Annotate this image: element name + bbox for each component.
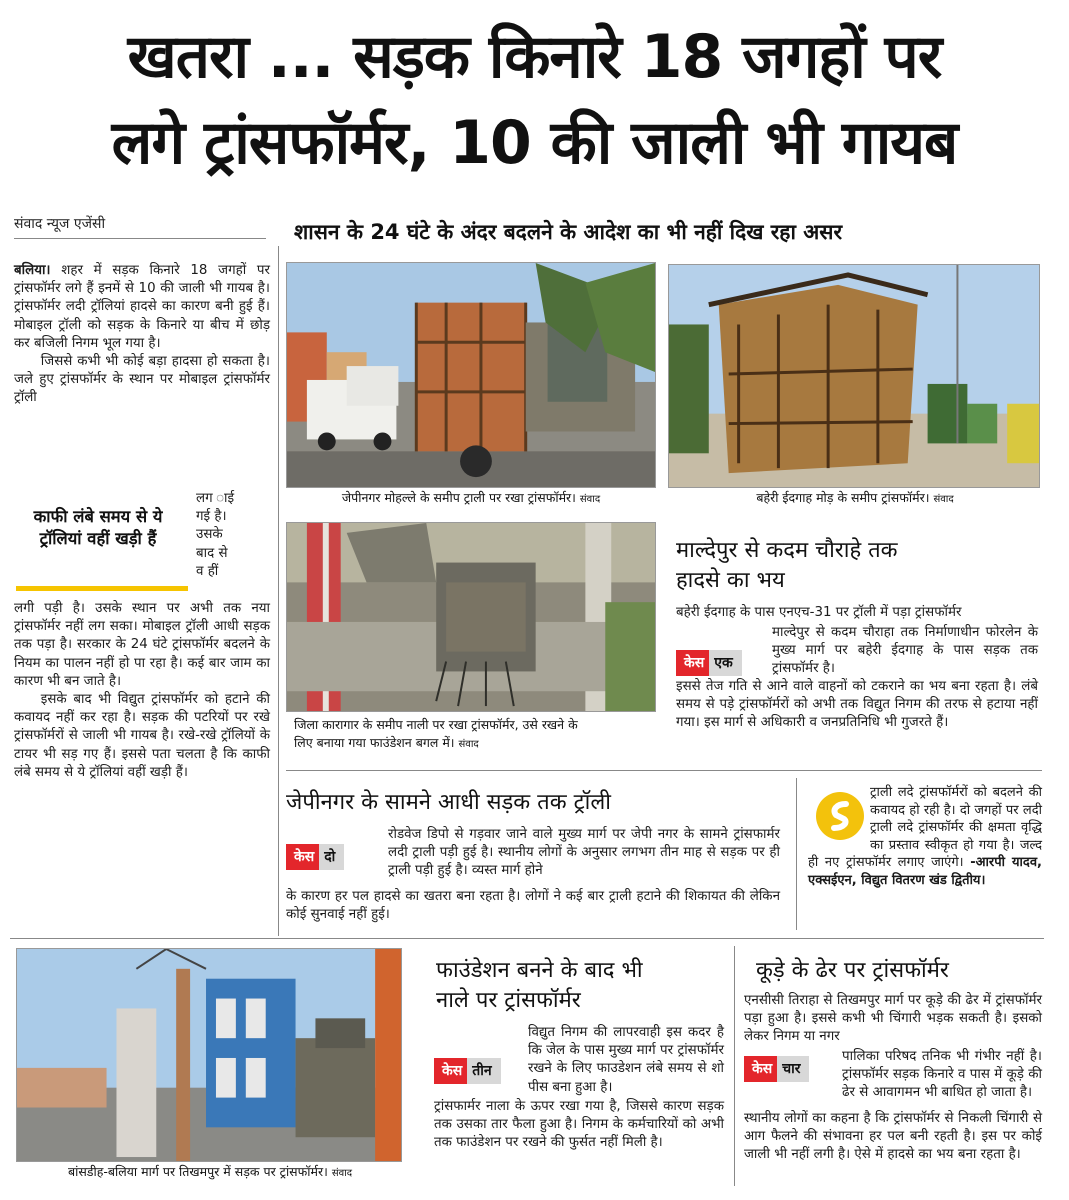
- wrap-line: गई है।: [196, 509, 227, 525]
- case3-wrap: विद्युत निगम की लापरवाही इस कदर है कि जेल के पास मुख्य मार्ग पर ट्रांसफॉर्मर रखने के लिए फाउडेशन लंबे समय से शो पीस बना हुआ है।: [528, 1025, 724, 1095]
- case-badge-number: चार: [777, 1056, 809, 1082]
- case4-badge: [744, 1056, 809, 1082]
- main-story-p4: इसके बाद भी विद्युत ट्रांसफॉर्मर को हटाने की कवायद नहीं कर रहा है। सड़क की पटरियों पर रखे ट्रांसफॉर्मरों से जाली भी गायब है। रखे-रखे ट्रॉलियों के टायर भी सड़ गए हैं। इससे पता चलता है कि काफी लंबे समय से ये ट्रॉलियां वहीं खड़ी हैं।: [14, 692, 270, 780]
- case2-rest: के कारण हर पल हादसे का खतरा बना रहता है। लोगों ने कई बार ट्राली हटाने की शिकायत की लेकिन कोई सुनवाई नहीं हुई।: [286, 889, 780, 923]
- agency-byline: संवाद न्यूज एजेंसी: [14, 216, 106, 232]
- official-quote-attribution: -आरपी यादव, एक्सईएन, विद्युत वितरण खंड द्वितीय।: [808, 855, 1042, 888]
- case3-rest: ट्रांसफार्मर नाला के ऊपर रखा गया है, जिससे कारण सड़क तक उसका तार फैला हुआ है। निगम के कर्मचारियों को अभी तक फाउंडेशन पर रखने की फुर्सत नहीं मिली है।: [434, 1099, 724, 1151]
- case2-badge: [286, 844, 344, 870]
- case1-lead: बहेरी ईदगाह के पास एनएच-31 पर ट्रॉली में पड़ा ट्रांसफॉर्मर: [676, 605, 962, 620]
- photo-2-credit: संवाद: [933, 494, 954, 505]
- photo-3-caption-box: [294, 716, 656, 754]
- subheadline: शासन के 24 घंटे के अंदर बदलने के आदेश का भी नहीं दिख रहा असर: [294, 220, 843, 244]
- pull-quote: काफी लंबे समय से ये ट्रॉलियां वहीं खड़ी हैं: [33, 507, 163, 548]
- main-story-bottom: [14, 600, 270, 782]
- photo-beheri-idgah: [668, 264, 1040, 488]
- photo-3-credit: संवाद: [458, 739, 479, 750]
- photo-2-caption: बहेरी ईदगाह मोड़ के समीप ट्रांसफॉर्मर।: [756, 490, 930, 505]
- pull-quote-accent-bar: [16, 586, 188, 591]
- photo-4-credit: संवाद: [331, 1168, 353, 1179]
- photo-jail-drain: [286, 522, 656, 712]
- case1-heading-line-2: हादसे का भय: [676, 568, 785, 593]
- official-quote: [808, 784, 1042, 889]
- photo-4-caption: बांसडीह-बलिया मार्ग पर तिखमपुर में सड़क पर ट्रांसफॉर्मर।: [67, 1164, 328, 1179]
- wrap-line: उसके: [196, 527, 223, 543]
- case1-rest: इससे तेज गति से आने वाले वाहनों को टकराने का भय बना रहता है। लंबे समय से पड़े ट्रांसफॉर्मरों को अभी तक विद्युत निगम की तरफ से हटाया नहीं गया। इस मार्ग से अधिकारी व जनप्रतिनिधि भी गुजरते हैं।: [676, 679, 1038, 731]
- quote-logo-float: [808, 784, 870, 840]
- main-story-wrap: [196, 490, 270, 581]
- case3-heading-line-2: नाले पर ट्रांसफॉर्मर: [436, 988, 581, 1013]
- case-badge-label: केस: [434, 1058, 467, 1084]
- case-badge-label: केस: [286, 844, 319, 870]
- case-badge-number: तीन: [467, 1058, 500, 1084]
- wrap-line: बाद से: [196, 545, 228, 561]
- photo-3-caption-line-1: जिला कारागार के समीप नाली पर रखा ट्रांसफॉर्मर, उसे रखने के: [294, 717, 578, 732]
- case3-divider: [734, 946, 735, 1186]
- headline-line-1: खतरा ... सड़क किनारे 18 जगहों पर: [127, 22, 942, 92]
- main-story-top: [14, 262, 270, 408]
- bottom-section-rule: [10, 938, 1044, 939]
- main-story-p2: जिससे कभी भी कोई बड़ा हादसा हो सकता है। जले हुए ट्रांसफॉर्मर के स्थान पर मोबाइल ट्रांसफॉर्मर ट्रॉली: [14, 354, 270, 406]
- headline-line-2: लगे ट्रांसफॉर्मर, 10 की जाली भी गायब: [111, 108, 958, 178]
- photo-1-caption-box: [296, 488, 646, 510]
- photo-jpnagar-trolley: [286, 262, 656, 488]
- photo-1-caption: जेपीनगर मोहल्ले के समीप ट्राली पर रखा ट्रांसफॉर्मर।: [341, 490, 576, 505]
- photo-2-caption-box: [680, 488, 1030, 510]
- column-divider: [278, 246, 279, 936]
- dateline: बलिया।: [14, 263, 51, 278]
- official-quote-text: ट्राली लदे ट्रांसफॉर्मरों को बदलने की कवायद हो रही है। दो जगहों पर लदी ट्राली लदे ट्रांसफॉर्मर की क्षमता वृद्धि का प्रस्ताव स्वीकृत हो गया है। जल्द ही नए ट्रांसफॉर्मर लगाए जाएंगे।: [808, 785, 1042, 870]
- case1-badge: [676, 650, 742, 676]
- case-badge-number: एक: [709, 650, 742, 676]
- wrap-line: व हीं: [196, 563, 219, 579]
- photo-3-caption-line-2: लिए बनाया गया फाउंडेशन बगल में।: [294, 735, 455, 750]
- case4-heading: कूड़े के ढेर पर ट्रांसफॉर्मर: [756, 958, 949, 983]
- main-story-p3: लगी पड़ी है। उसके स्थान पर अभी तक नया ट्रांसफॉर्मर नहीं लग सका। मोबाइल ट्रॉली आधी सड़क तक पड़ा है। सरकार के 24 घंटे ट्रांसफॉर्मर बदलने के नियम का पालन नहीं हो पा रहा है। कई बार जाम का कारण भी बन जाते है।: [14, 601, 270, 689]
- photo-4-caption-box: [22, 1162, 398, 1184]
- case3-badge: [434, 1058, 501, 1084]
- case-badge-label: केस: [744, 1056, 777, 1082]
- case2-heading: जेपीनगर के सामने आधी सड़क तक ट्रॉली: [286, 790, 611, 815]
- case-badge-label: केस: [676, 650, 709, 676]
- quote-divider: [796, 778, 797, 930]
- case4-rest: स्थानीय लोगों का कहना है कि ट्रांसफॉर्मर से निकली चिंगारी से आग फैलने की संभावना हर पल बनी रहती है। इस पर कोई जाली भी नहीं लगी है। ऐसे में हादसे का भय बना रहता है।: [744, 1111, 1042, 1163]
- main-story-p1: शहर में सड़क किनारे 18 जगहों पर ट्रांसफॉर्मर लगे हैं इनमें से 10 की जाली भी गायब है। ट्रांसफॉर्मर लदी ट्रॉलियां हादसे का कारण बनी हुई हैं। मोबाइल ट्रॉली को सड़क के किनारे या बीच में छोड़ कर बजिली निगम भूल गया है।: [14, 263, 270, 351]
- case4-wrap: पालिका परिषद तनिक भी गंभीर नहीं है। ट्रांसफॉर्मर सड़क किनारे व पास में कूड़े की ढेर से आवागमन भी बाधित हो जाता है।: [842, 1049, 1042, 1101]
- case-badge-number: दो: [319, 844, 344, 870]
- case2-wrap: रोडवेज डिपो से गड़वार जाने वाले मुख्य मार्ग पर जेपी नगर के सामने ट्रांसफार्मर लदी ट्राली पड़ी हुई है। स्थानीय लोगों के अनुसार लगभग तीन माह से सड़क पर ही ट्राली पड़ी हुई है। व्यस्त मार्ग होने: [388, 827, 780, 879]
- case1-heading-line-1: माल्देपुर से कदम चौराहे तक: [676, 538, 898, 563]
- photo-tikhampur: [16, 948, 402, 1162]
- photo-1-credit: संवाद: [579, 494, 601, 505]
- case3-heading-line-1: फाउंडेशन बनने के बाद भी: [436, 958, 643, 983]
- byline-rule: [14, 238, 266, 239]
- case4-lead: एनसीसी तिराहा से तिखमपुर मार्ग पर कूड़े की ढेर में ट्रांसफॉर्मर पड़ा हुआ है। इससे कभी भी चिंगारी भड़क सकती है। इसको लेकर निगम या नगर: [744, 993, 1042, 1045]
- case1-wrap: माल्देपुर से कदम चौराहा तक निर्माणाधीन फोरलेन के मुख्य मार्ग पर बहेरी ईदगाह के पास सड़क तक ट्रांसफॉर्मर है।: [772, 625, 1038, 677]
- wrap-line: लग ाई: [196, 491, 235, 506]
- section-rule: [286, 770, 1042, 771]
